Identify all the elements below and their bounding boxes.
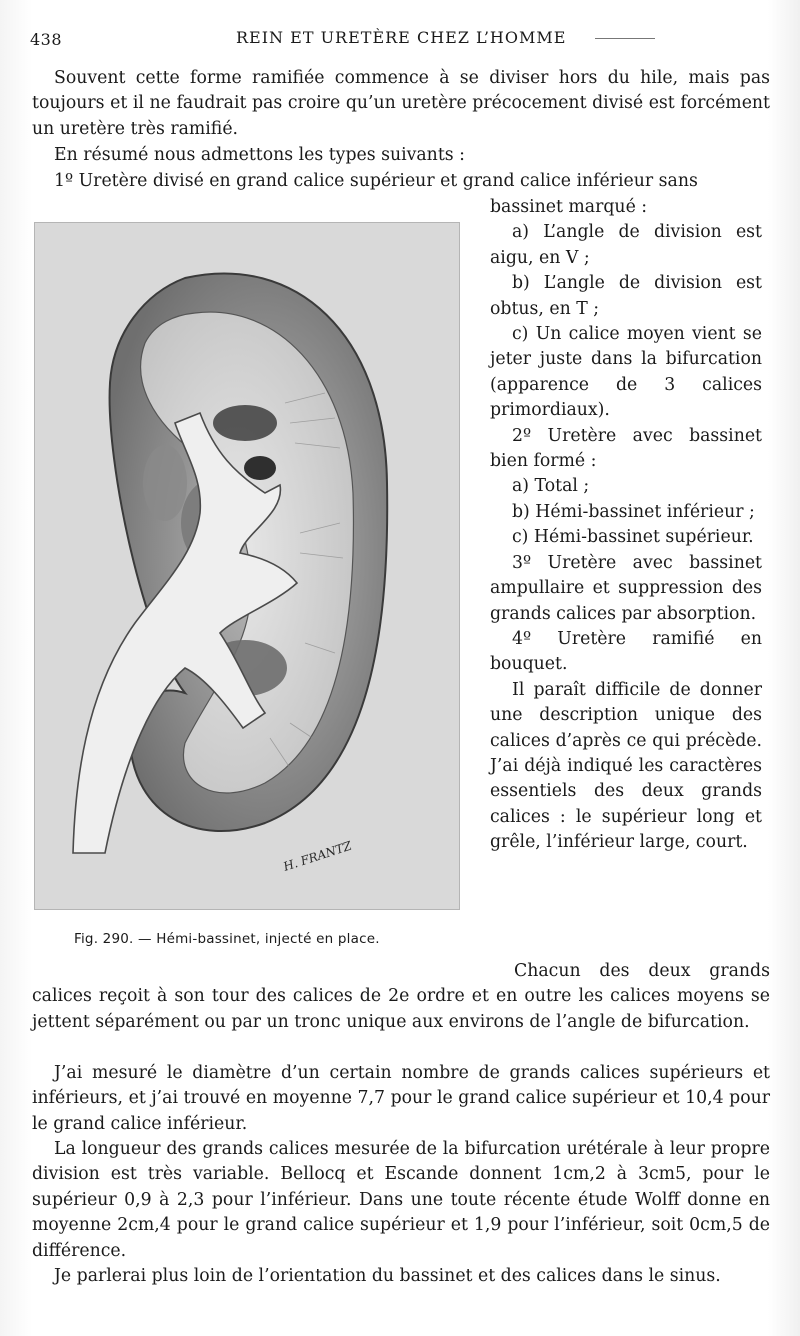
right-column-item-8: 3º Uretère avec bassinet ampullaire et suppression des grands calices par absorption.	[490, 552, 762, 624]
right-column-item-1: a) L’angle de division est aigu, en V ;	[490, 222, 762, 268]
right-column-item-5: a) Total ;	[512, 476, 590, 497]
running-title: REIN ET URETÈRE CHEZ L’HOMME	[236, 28, 567, 47]
calyx-left-pocket	[143, 445, 187, 521]
header-rule	[595, 38, 655, 39]
calyx-small-pocket	[244, 456, 276, 480]
right-column-item-7: c) Hémi-bassinet supérieur.	[512, 527, 754, 548]
kidney-illustration	[34, 222, 460, 910]
right-column-text	[490, 195, 762, 856]
paragraph-orientation: Je parlerai plus loin de l’orientation du bassinet et des calices dans le sinus.	[54, 1266, 721, 1286]
calyx-upper-pocket	[213, 405, 277, 441]
paragraph-mesure: J’ai mesuré le diamètre d’un certain nombre de grands calices supérieurs et inférieurs, et j’ai trouvé en moyenne 7,7 pour le grand calice supérieur et 10,4 pour le grand calice inférieur.	[32, 1063, 770, 1134]
right-column-item-4: 2º Uretère avec bassinet bien formé :	[490, 425, 762, 472]
page-number: 438	[30, 30, 63, 49]
figure-caption: Fig. 290. — Hémi-bassinet, injecté en place.	[74, 931, 380, 947]
right-column-item-2: b) L’angle de division est obtus, en T ;	[490, 273, 762, 319]
paragraph-longueur	[32, 1137, 770, 1264]
right-column-item-0: bassinet marqué :	[490, 197, 648, 217]
right-column-item-9: 4º Uretère ramifié en bouquet.	[490, 628, 762, 675]
paragraph-resume: En résumé nous admettons les types suivants :	[54, 145, 465, 165]
running-header	[30, 28, 770, 54]
illustrator-signature: H. FRANTZ	[281, 838, 354, 874]
right-column-item-3: c) Un calice moyen vient se jeter juste dans la bifurcation (apparence de 3 calices primordiaux).	[490, 324, 762, 421]
paragraph-chacun: Chacun des deux grands calices reçoit à son tour des calices de 2e ordre et en outre les calices moyens se jettent séparément ou par un tronc unique aux environs de l’angle de bifurcation.	[32, 961, 770, 1032]
paragraph-intro: Souvent cette forme ramifiée commence à se diviser hors du hile, mais pas toujours et il ne faudrait pas croire qu’un uretère précocement divisé est forcément un uretère très ramifié.	[32, 68, 770, 139]
right-column-item-6: b) Hémi-bassinet inférieur ;	[512, 501, 755, 522]
kidney-drawing	[35, 223, 459, 909]
type-1-heading: 1º Uretère divisé en grand calice supérieur et grand calice inférieur sans	[54, 171, 698, 191]
right-column-item-10: Il paraît difficile de donner une description unique des calices d’après ce qui précède. J’ai déjà indiqué les caractères essentiels des deux grands calices : le supérieur long et grêle, l’inférieur large, court.	[490, 679, 762, 853]
paragraph-longueur-text: La longueur des grands calices mesurée de la bifurcation urétérale à leur propre division est très variable. Bellocq et Escande donnent 1cm,2 à 3cm5, pour le supérieur 0,9 à 2,3 pour l’inférieur. Dans une toute récente étude Wolff donne en moyenne 2cm,4 pour le grand calice supérieur et 1,9 pour l’inférieur, soit 0cm,5 de différence.	[32, 1139, 770, 1261]
